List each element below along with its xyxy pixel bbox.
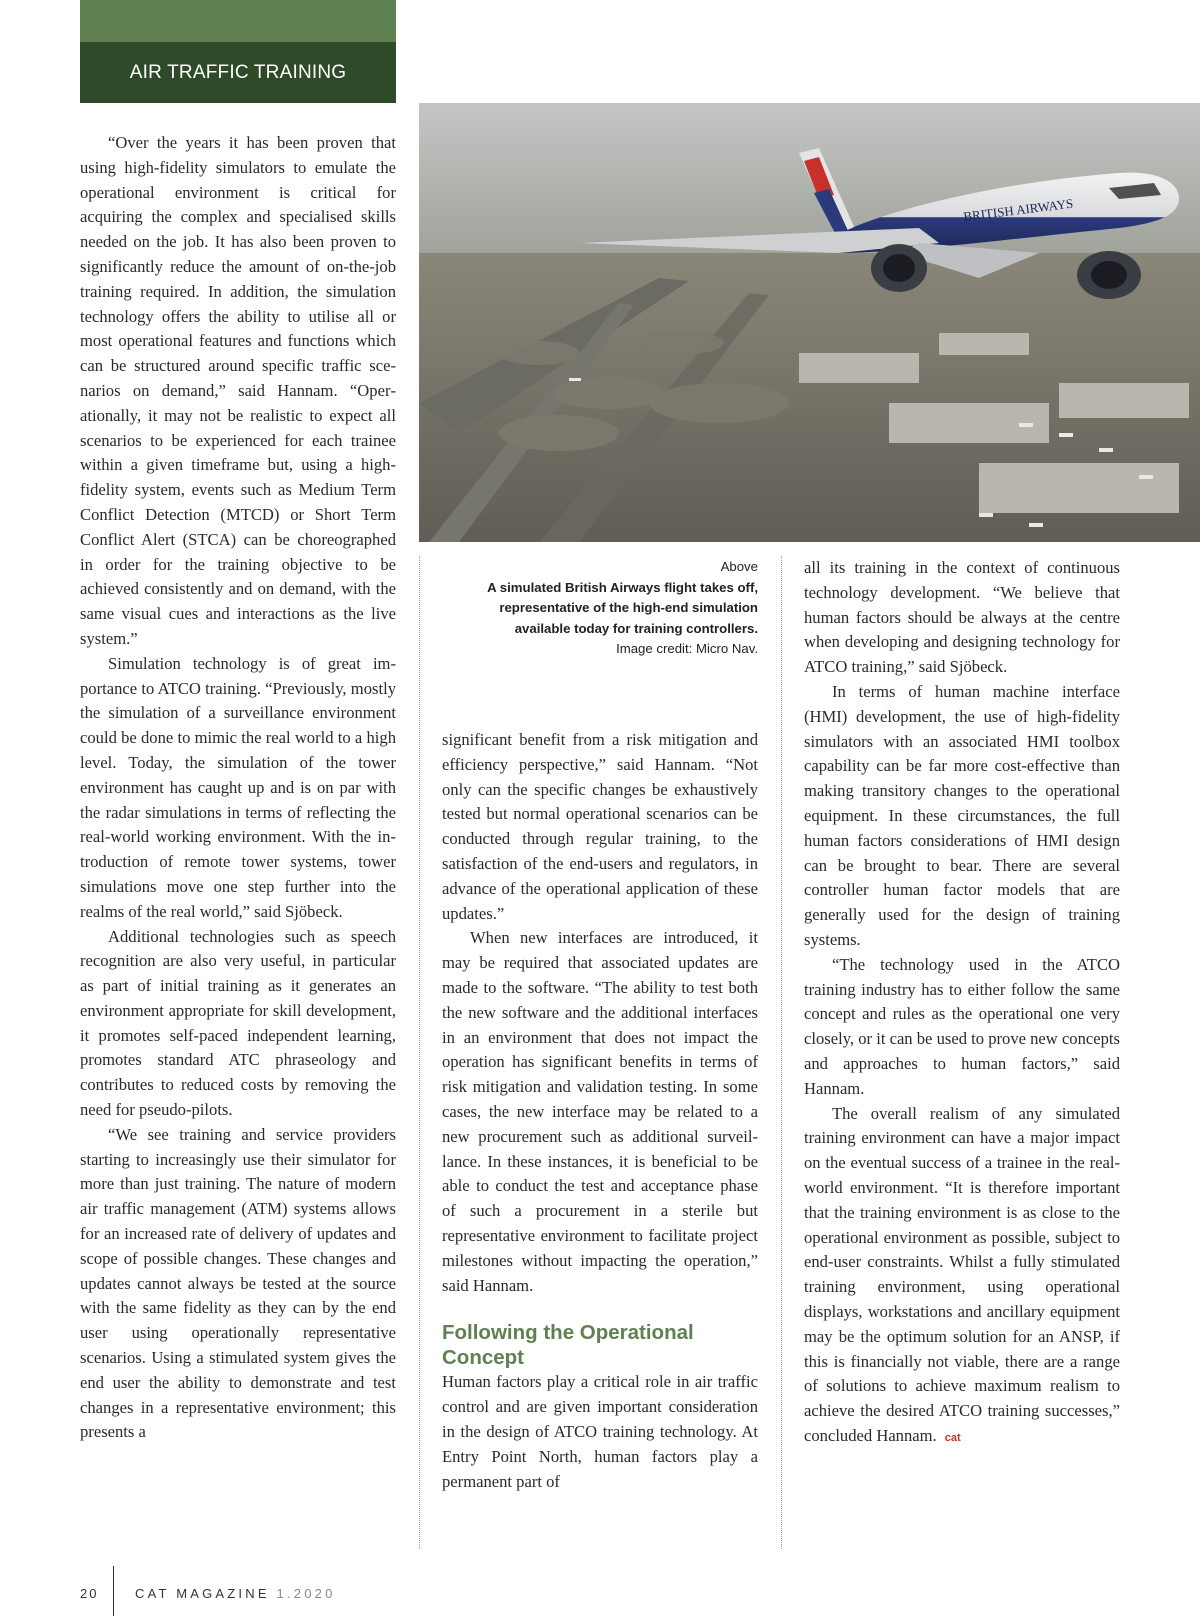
paragraph: all its training in the context of continuous technology development. “We believe that human factors should be always at the centre when developing and designing technology for ATCO training,” said Sjöbeck. [804,558,1120,677]
article-column-1 [80,131,396,1445]
caption-credit: Image credit: Micro Nav. [616,641,758,656]
section-tab-top [80,0,396,42]
paragraph: Human factors play a critical role in air traffic control and are given important consideration in the design of ATCO training technology. At Entry Point North, human factors play a permanent part of [442,1372,758,1491]
section-tab [80,0,396,103]
caption-text: A simulated British Airways flight takes off, representative of the high-end simulation available today for training controllers. [487,579,758,636]
paragraph: When new interfaces are introduced, it may be required that associated updates are made to the software. “The ability to test both the new software and the additional interfaces in an environment that does not impact the operation has significant benefits in terms of risk mitigation and validation testing. In some cases, the new interface may be related to a new procurement such as additional surveillance. In these instances, it is beneficial to be able to conduct the test and acceptance phase of such a procurement in a sterile but representative environment to facilitate project milestones without impacting the operation,” said Hannam. [442,928,758,1295]
article-column-3 [804,556,1120,1451]
section-subheading: Following the Operational Concept [442,1321,694,1370]
airplane-livery-text: BRITISH AIRWAYS [962,195,1074,224]
article-photo [419,103,1200,542]
magazine-issue: 1.2020 [276,1586,336,1601]
page-number: 20 [80,1586,99,1601]
paragraph: Additional technologies such as speech recognition are also very useful, in particular as part of initial training as it generates an environment appropriate for skill development, it promotes self-paced independent learning, promotes standard ATC phraseology and contributes to reduced costs by removing the need for pseudo-pilots. [80,926,396,1120]
paragraph: significant benefit from a risk mitigation and efficiency perspective,” said Hannam. “Not only can the specific changes be exhaustively tested but normal operational scenarios can be conducted through regular training, to the satisfaction of the end-users and regulators, in advance of the operational application of these updates.” [442,730,758,923]
section-title: AIR TRAFFIC TRAINING [129,62,347,83]
article-column-2 [442,728,758,1494]
paragraph: “The technology used in the ATCO training industry has to either follow the same concept and rules as the operational one very closely, or it can be used to prove new concepts and approaches to human factors,” said Hannam. [804,954,1120,1098]
column-divider [781,556,782,1549]
paragraph: In terms of human machine interface (HMI) development, the use of high-fidelity simulators with an associated HMI toolbox capability can be far more cost-effective than making transitory changes to the operational equipment. In these circumstances, the full human factors considerations of HMI design can be brought to bear. There are several controller human factor models that are generally used for the design of training systems. [804,681,1120,949]
column-divider [419,556,420,1549]
end-of-article-mark: cat [944,1431,961,1444]
magazine-title: CAT MAGAZINE [135,1586,270,1601]
paragraph: Simulation technology is of great importance to ATCO training. “Previously, mostly the simulation of a surveillance environment could be done to mimic the real world to a high level. Today, the simulation of the tower environment has caught up and is on par with the radar simulations in terms of reflecting the real-world working environment. With the introduction of remote tower systems, tower simulations move one step further into the realms of the real world,” said Sjöbeck. [80,653,396,921]
paragraph: “Over the years it has been proven that using high-fidelity simulators to emulate the operational environment is critical for acquiring the complex and specialised skills needed on the job. It has also been proven to significantly reduce the amount of on-the-job training required. In addition, the simulation technology offers the ability to utilise all or most operational features and functions which can be structured around specific traffic scenarios on demand,” said Hannam. “Operationally, it may not be realistic to expect all scenarios to be experienced for each trainee within a given timeframe but, using a high-fidelity system, events such as Medium Term Conflict Detection (MTCD) or Short Term Conflict Alert (STCA) can be choreographed in order for the training objective to be achieved consistently and on demand, with the same visual cues and interactions as the live system.” [80,133,396,648]
magazine-name [135,1586,336,1601]
paragraph [804,1102,1120,1451]
paragraph: “We see training and service providers starting to increasingly use their simulator for more than just training. The nature of modern air traffic management (ATM) systems allows for an increased rate of delivery of updates and scope of possible changes. These changes and updates cannot always be tested at the source with the same fidelity as they can by the end user using operationally representative scenarios. Using a stimulated system gives the end user the ability to demonstrate and test changes in a representative environment; this presents a [80,1124,396,1442]
paragraph-text: The overall realism of any simulated training environment can have a major impact on the eventual success of a trainee in the real-world environment. “It is therefore important that the training environment is as close to the operational environment as possible, subject to end-user constraints. Whilst a fully stimulated training environment, using operational displays, workstations and ancillary equipment may be the optimum solution for an ANSP, if this is financially not viable, there are a range of solutions to achieve maximum realism to achieve the desired ATCO training successes,” concluded Hannam. [804,1103,1120,1445]
caption-label: Above [720,559,758,574]
footer-divider [113,1566,114,1616]
airplane-over-airport-illustration [419,103,1200,542]
photo-caption [442,557,758,660]
